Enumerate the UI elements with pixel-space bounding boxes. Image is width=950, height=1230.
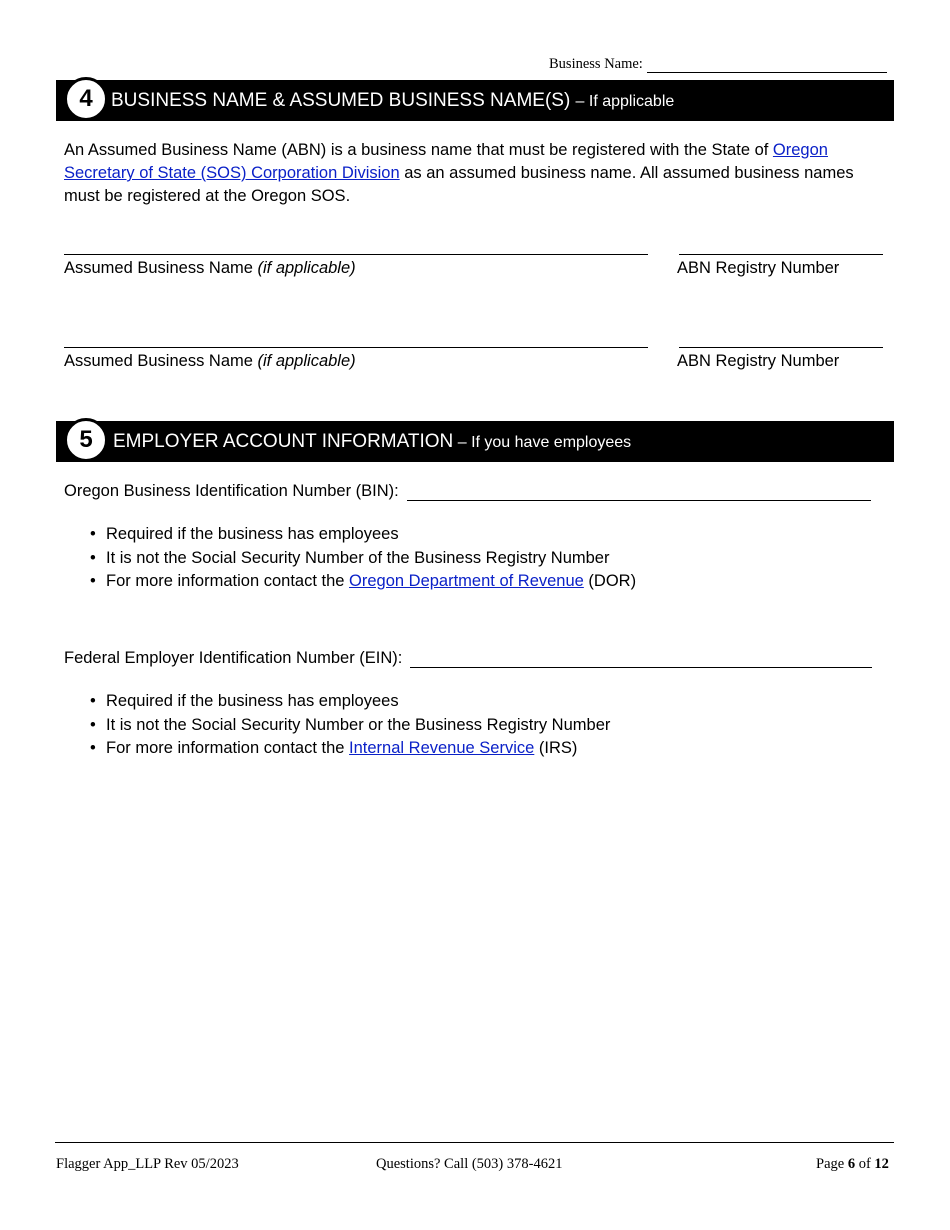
- section-5-number: 5: [64, 418, 108, 462]
- section-5-title-text: EMPLOYER ACCOUNT INFORMATION: [113, 430, 454, 452]
- abn-registry-label-1: ABN Registry Number: [677, 259, 840, 277]
- contact-abbrev: (IRS): [534, 739, 578, 757]
- abn-name-label-text: Assumed Business Name: [64, 259, 258, 277]
- contact-abbrev: (DOR): [583, 572, 637, 590]
- section-5-header: [56, 421, 894, 462]
- section-4-title: [111, 90, 674, 112]
- section-4-number: 4: [64, 77, 108, 121]
- section-5-title: [113, 431, 631, 453]
- list-item: [88, 737, 610, 761]
- abn-name-note: (if applicable): [257, 259, 356, 277]
- ein-label: Federal Employer Identification Number (EIN):: [64, 649, 403, 667]
- bin-input[interactable]: [407, 484, 871, 501]
- section-4-subtitle: – If applicable: [575, 92, 675, 110]
- footer-form-id: Flagger App_LLP Rev 05/2023: [56, 1156, 239, 1172]
- list-item: • Required if the business has employees: [88, 690, 610, 714]
- abn-name-label-text: Assumed Business Name: [64, 352, 258, 370]
- irs-link[interactable]: Internal Revenue Service: [349, 739, 535, 757]
- abn-registry-label-2: ABN Registry Number: [677, 352, 840, 370]
- business-name-header: [549, 56, 887, 73]
- bin-row: [64, 482, 871, 501]
- page-total: 12: [874, 1156, 889, 1172]
- oregon-sos-link[interactable]: Oregon Secretary of State (SOS) Corporation Division: [64, 141, 828, 182]
- section-4-header: [56, 80, 894, 121]
- footer-page-number: [816, 1156, 889, 1173]
- list-item: • It is not the Social Security Number of the Business Registry Number: [88, 547, 636, 571]
- abn-name-note: (if applicable): [257, 352, 356, 370]
- list-item: • It is not the Social Security Number or the Business Registry Number: [88, 714, 610, 738]
- page-prefix: Page: [816, 1156, 848, 1172]
- section-4-title-text: BUSINESS NAME & ASSUMED BUSINESS NAME(S): [111, 89, 571, 111]
- ein-input[interactable]: [410, 651, 872, 668]
- section-5-subtitle: – If you have employees: [453, 433, 632, 451]
- ein-row: [64, 649, 872, 668]
- bin-label: Oregon Business Identification Number (BIN):: [64, 482, 399, 500]
- abn-name-label-2: [64, 352, 356, 371]
- list-item: [88, 570, 636, 594]
- page-current: 6: [847, 1156, 856, 1172]
- abn-name-field-1[interactable]: [64, 254, 648, 255]
- dor-link[interactable]: Oregon Department of Revenue: [349, 572, 584, 590]
- footer-divider: [55, 1142, 894, 1143]
- business-name-field[interactable]: [647, 58, 887, 73]
- footer-questions: Questions? Call (503) 378-4621: [376, 1156, 563, 1172]
- business-name-label: Business Name:: [549, 56, 643, 72]
- abn-name-field-2[interactable]: [64, 347, 648, 348]
- bin-notes: [88, 523, 636, 594]
- contact-text: For more information contact the: [106, 739, 350, 757]
- abn-registry-field-1[interactable]: [679, 254, 883, 255]
- page-of: of: [855, 1156, 875, 1172]
- contact-text: For more information contact the: [106, 572, 350, 590]
- intro-text-start: An Assumed Business Name (ABN) is a business name that must be registered with the State of: [64, 141, 773, 159]
- abn-name-label-1: [64, 259, 356, 278]
- intro-text-end: as an assumed business name. All assumed business names must be registered at the Oregon SOS.: [64, 164, 854, 205]
- ein-notes: [88, 690, 610, 761]
- abn-registry-field-2[interactable]: [679, 347, 883, 348]
- list-item: • Required if the business has employees: [88, 523, 636, 547]
- section-4-intro: [64, 139, 884, 208]
